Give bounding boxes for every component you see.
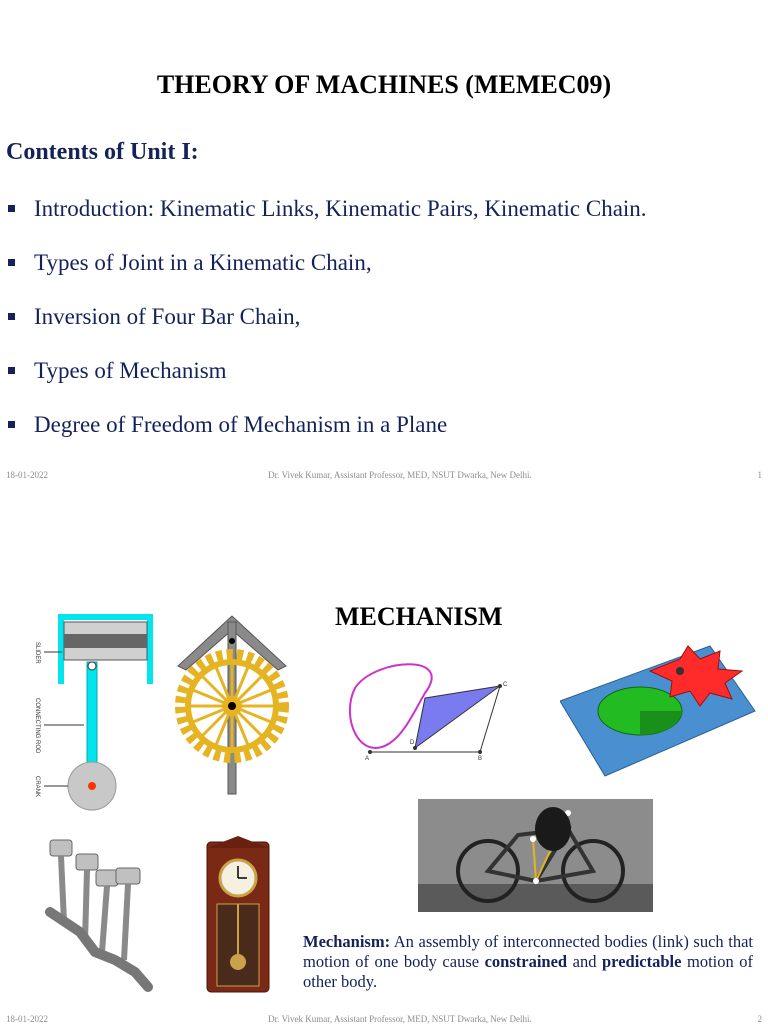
list-item: Types of Joint in a Kinematic Chain, <box>6 248 647 302</box>
crankshaft-pistons-image <box>40 832 155 1002</box>
four-bar-linkage-diagram <box>315 648 530 793</box>
footer-author: Dr. Vivek Kumar, Assistant Professor, MED, NSUT Dwarka, New Delhi. <box>268 470 532 480</box>
slide-footer <box>0 470 768 484</box>
list-item: Degree of Freedom of Mechanism in a Plane <box>6 410 647 464</box>
escapement-gear-image <box>170 608 295 798</box>
point-a-label: A <box>365 756 370 762</box>
slide-2 <box>0 536 768 1024</box>
connecting-rod-label: CONNECTING ROD <box>34 698 40 754</box>
bullet-icon <box>8 367 15 374</box>
list-item: Inversion of Four Bar Chain, <box>6 302 647 356</box>
bullet-icon <box>8 259 15 266</box>
slide-gap <box>0 488 768 536</box>
page-number: 2 <box>757 1014 762 1024</box>
slider-label: SLIDER <box>34 642 40 664</box>
bullet-icon <box>8 205 15 212</box>
slide-title: MECHANISM <box>335 602 503 631</box>
point-b-label: B <box>478 756 483 762</box>
slider-crank-diagram <box>24 608 164 828</box>
pendulum-clock-image <box>203 836 273 996</box>
footer-author: Dr. Vivek Kumar, Assistant Professor, MED, NSUT Dwarka, New Delhi. <box>268 1014 532 1024</box>
slide-footer <box>0 1014 768 1028</box>
bicycle-image <box>418 799 653 912</box>
list-item: Types of Mechanism <box>6 356 647 410</box>
point-c-label: C <box>503 682 508 688</box>
point-d-label: D <box>410 740 415 746</box>
contents-list <box>6 194 647 464</box>
footer-date: 18-01-2022 <box>6 1014 48 1024</box>
slide-1 <box>0 0 768 488</box>
mechanism-definition: Mechanism: An assembly of interconnected bodies (link) such that motion of one body cause constrained and predictable motion of other body. <box>303 932 754 991</box>
unit-contents-heading: Contents of Unit I: <box>6 139 199 165</box>
crank-label: CRANK <box>34 776 40 798</box>
definition-term: Mechanism: <box>303 932 391 951</box>
bullet-icon <box>8 313 15 320</box>
page-number: 1 <box>757 470 762 480</box>
slide-title: THEORY OF MACHINES (MEMEC09) <box>156 70 612 99</box>
bullet-icon <box>8 421 15 428</box>
list-item: Introduction: Kinematic Links, Kinematic Pairs, Kinematic Chain. <box>6 194 647 248</box>
footer-date: 18-01-2022 <box>6 470 48 480</box>
geneva-mechanism-image <box>560 641 760 781</box>
